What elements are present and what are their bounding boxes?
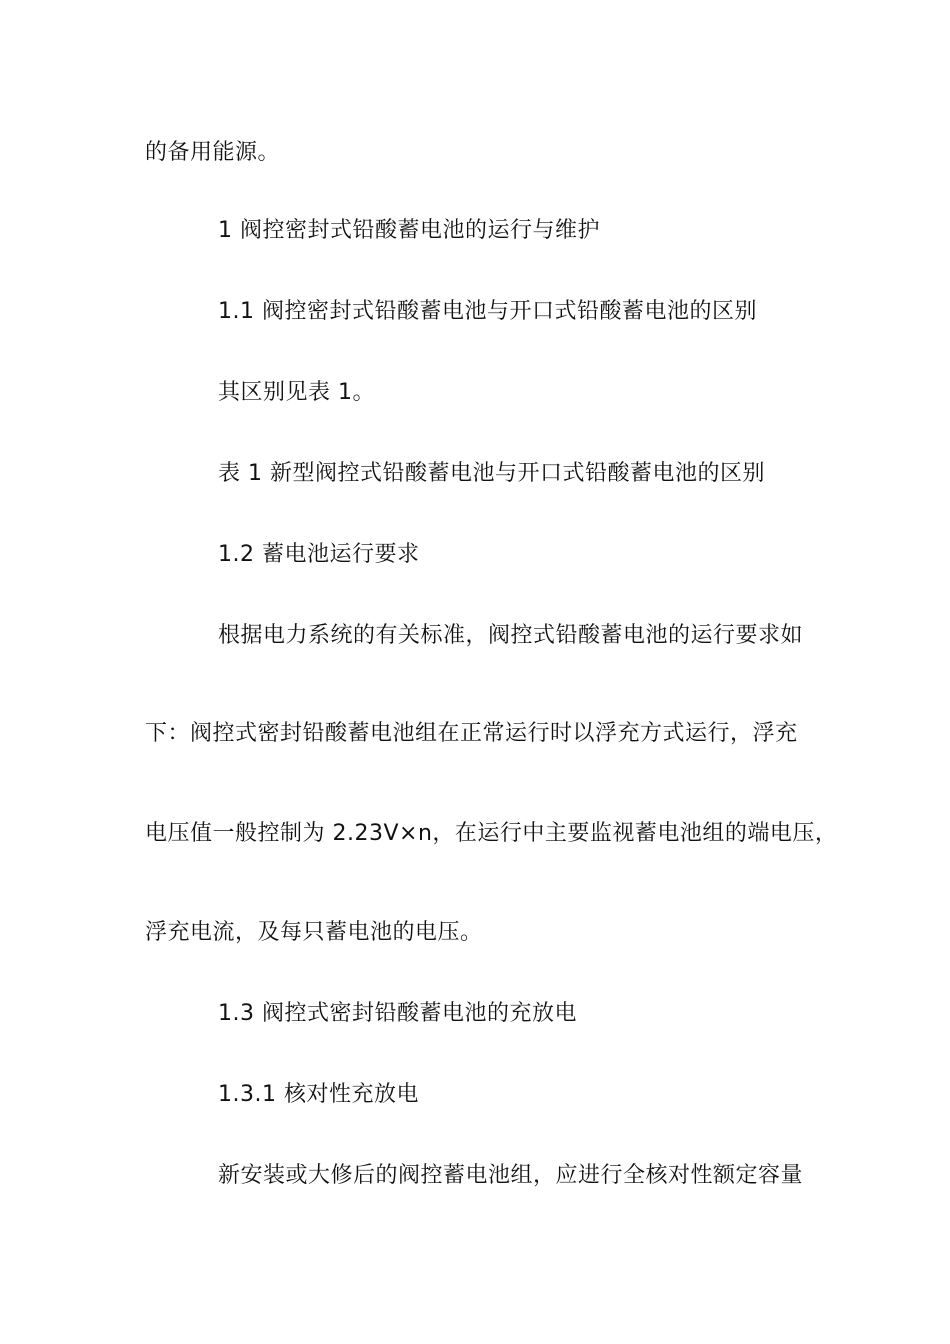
subsection-heading: 1.2 蓄电池运行要求 bbox=[218, 542, 420, 567]
table-caption: 表 1 新型阀控式铅酸蓄电池与开口式铅酸蓄电池的区别 bbox=[218, 461, 765, 486]
paragraph-line: 根据电力系统的有关标准，阀控式铅酸蓄电池的运行要求如 bbox=[218, 623, 804, 648]
text-line: 其区别见表 1。 bbox=[218, 380, 375, 405]
paragraph-line: 电压值一般控制为 2.23V×n，在运行中主要监视蓄电池组的端电压， bbox=[145, 821, 838, 846]
subsection-heading: 1.1 阀控密封式铅酸蓄电池与开口式铅酸蓄电池的区别 bbox=[218, 299, 757, 324]
paragraph-line: 浮充电流，及每只蓄电池的电压。 bbox=[145, 920, 483, 945]
paragraph-line: 新安装或大修后的阀控蓄电池组，应进行全核对性额定容量 bbox=[218, 1163, 804, 1188]
section-heading: 1 阀控密封式铅酸蓄电池的运行与维护 bbox=[218, 218, 600, 243]
subsection-heading: 1.3.1 核对性充放电 bbox=[218, 1082, 419, 1107]
subsection-heading: 1.3 阀控式密封铅酸蓄电池的充放电 bbox=[218, 1001, 577, 1026]
paragraph-line: 下：阀控式密封铅酸蓄电池组在正常运行时以浮充方式运行，浮充 bbox=[145, 721, 798, 746]
text-line: 的备用能源。 bbox=[145, 140, 281, 165]
